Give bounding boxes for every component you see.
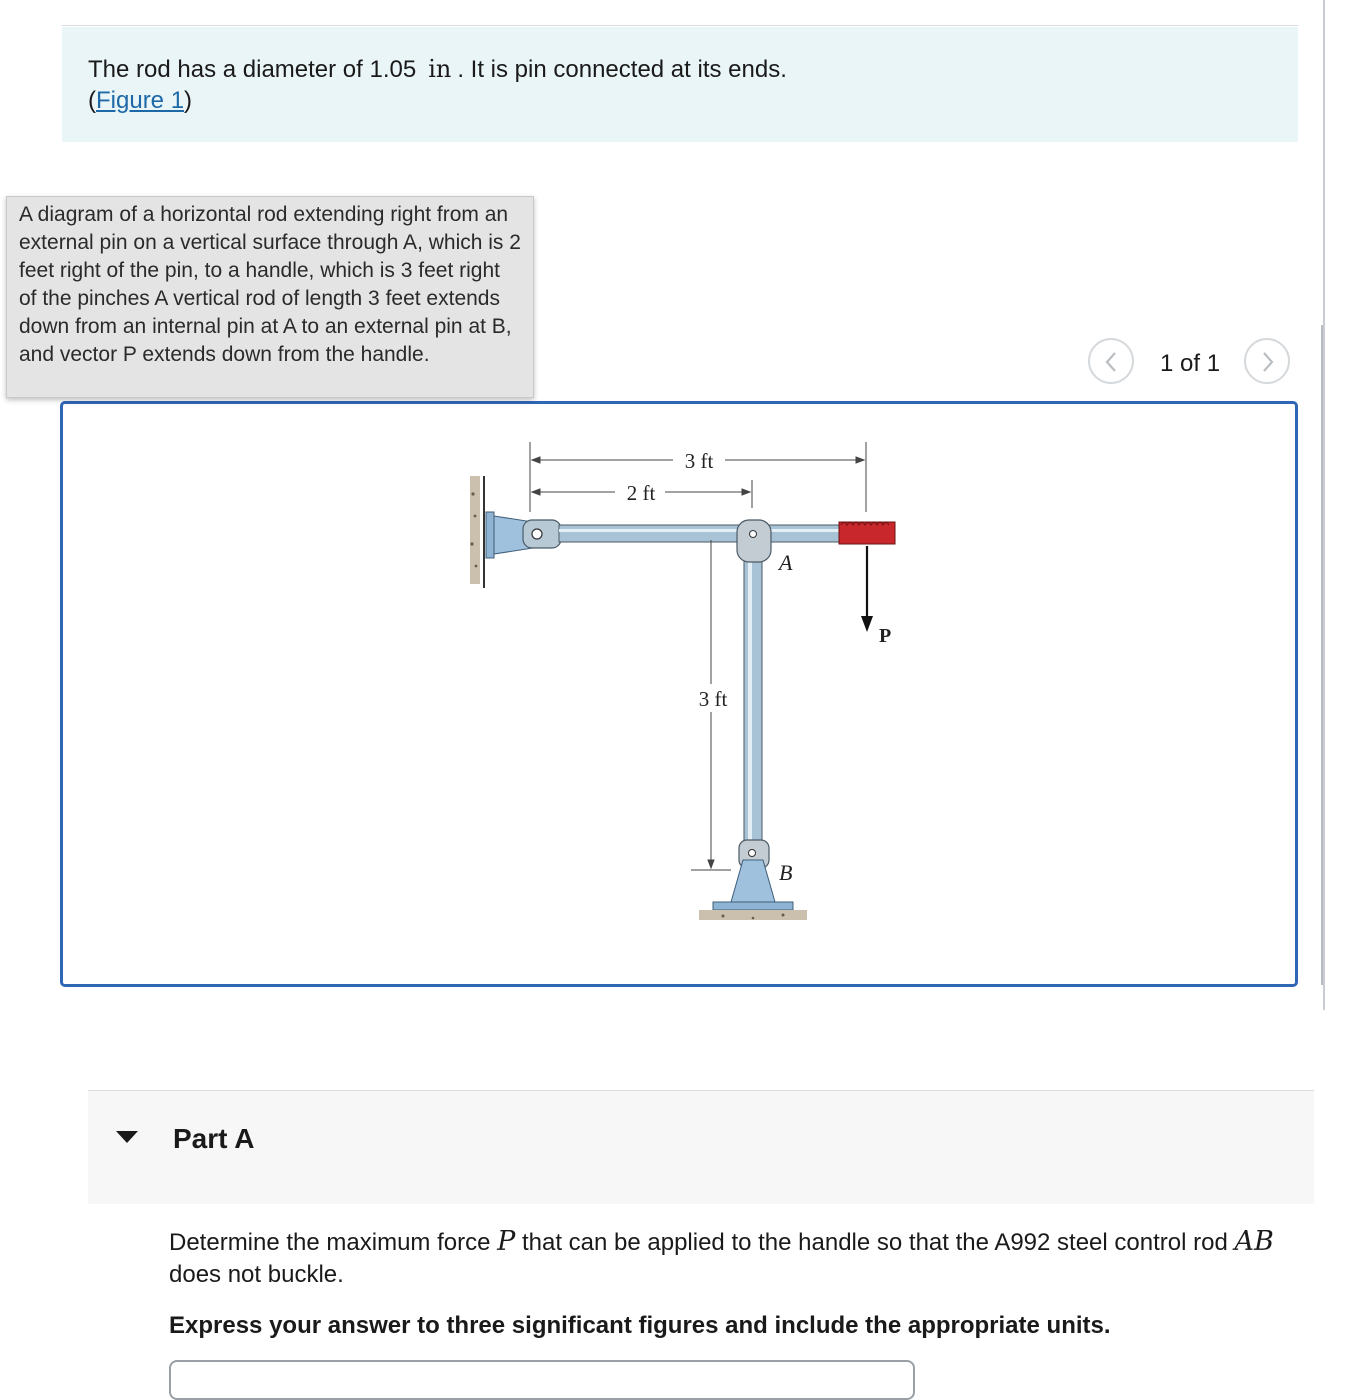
horizontal-rod — [559, 525, 843, 542]
part-a-header[interactable] — [88, 1091, 1314, 1204]
chevron-left-icon — [1103, 351, 1121, 373]
dimension-label-3ft-vertical: 3 ft — [698, 687, 728, 711]
figure-counter: 1 of 1 — [1160, 350, 1221, 377]
variable-AB: AB — [1234, 1226, 1274, 1257]
answer-instruction: Express your answer to three significant figures and include the appropriate units. — [169, 1312, 1111, 1339]
diameter-unit: in — [428, 55, 452, 83]
point-label-A: A — [779, 550, 793, 575]
problem-intro — [62, 27, 1298, 142]
force-P-arrow — [861, 546, 873, 632]
problem-statement: The rod has a diameter of 1.05 in . It is pin connected at its ends. — [88, 55, 787, 83]
rod-diagram — [63, 404, 1295, 984]
figure-pager — [1088, 338, 1298, 388]
figure-alt-text-tooltip: A diagram of a horizontal rod extending right from an external pin on a vertical surface through A, which is 2 feet right of the pin, to a handle, which is 3 feet right of the pinches A vertical rod of length 3 feet extends down from an internal pin at A to an external pin at B, and vector P extends down from the handle. — [6, 196, 534, 398]
handle — [839, 522, 895, 544]
figure-reference: (Figure 1) — [88, 87, 193, 114]
previous-figure-button[interactable] — [1088, 338, 1134, 384]
dimension-label-2ft: 2 ft — [626, 481, 656, 505]
panel-border — [1323, 0, 1325, 1010]
question-text: Determine the maximum force P that can be applied to the handle so that the A992 steel control rod AB does not buckle. — [169, 1226, 1274, 1288]
caret-down-icon[interactable] — [116, 1131, 138, 1143]
next-figure-button[interactable] — [1244, 338, 1290, 384]
wall-pin-bracket — [486, 512, 561, 558]
chevron-right-icon — [1259, 351, 1277, 373]
pin-A — [737, 520, 771, 562]
part-title: Part A — [173, 1123, 255, 1154]
wall-support — [470, 476, 484, 588]
figure-viewer[interactable] — [60, 401, 1298, 987]
force-label-P: P — [879, 625, 892, 647]
variable-P: P — [497, 1226, 516, 1257]
vertical-rod-AB — [744, 554, 762, 844]
scroll-track[interactable] — [1321, 325, 1323, 985]
top-divider — [62, 25, 1298, 26]
dimension-label-3ft-horizontal: 3 ft — [684, 449, 714, 473]
point-label-B: B — [779, 860, 793, 885]
answer-input[interactable] — [169, 1360, 915, 1400]
dimension-lines — [530, 442, 866, 870]
figure-1-link[interactable]: Figure 1 — [96, 87, 185, 114]
